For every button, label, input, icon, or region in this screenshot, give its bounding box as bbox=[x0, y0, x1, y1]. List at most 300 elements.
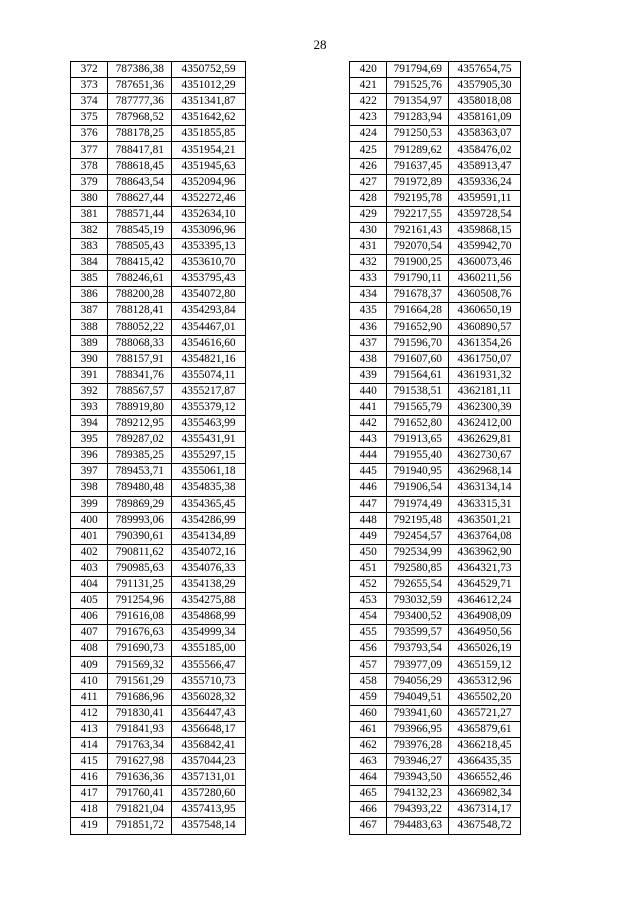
table-row bbox=[350, 432, 521, 448]
x-coordinate-cell: 792217,55 bbox=[387, 206, 449, 222]
table-row bbox=[71, 319, 246, 335]
y-coordinate-cell: 4359336,24 bbox=[449, 174, 521, 190]
y-coordinate-cell: 4365879,61 bbox=[449, 721, 521, 737]
y-coordinate-cell: 4362300,39 bbox=[449, 399, 521, 415]
table-row bbox=[71, 577, 246, 593]
table-row bbox=[350, 448, 521, 464]
table-row bbox=[350, 673, 521, 689]
table-row bbox=[71, 432, 246, 448]
point-number-cell: 412 bbox=[71, 705, 108, 721]
y-coordinate-cell: 4360650,19 bbox=[449, 303, 521, 319]
y-coordinate-cell: 4365312,96 bbox=[449, 673, 521, 689]
x-coordinate-cell: 794132,23 bbox=[387, 786, 449, 802]
x-coordinate-cell: 791354,97 bbox=[387, 94, 449, 110]
table-row bbox=[71, 528, 246, 544]
table-row bbox=[71, 705, 246, 721]
x-coordinate-cell: 792580,85 bbox=[387, 560, 449, 576]
x-coordinate-cell: 791841,93 bbox=[108, 721, 172, 737]
point-number-cell: 396 bbox=[71, 448, 108, 464]
x-coordinate-cell: 787386,38 bbox=[108, 62, 172, 78]
point-number-cell: 435 bbox=[350, 303, 387, 319]
point-number-cell: 378 bbox=[71, 158, 108, 174]
x-coordinate-cell: 791561,29 bbox=[108, 673, 172, 689]
x-coordinate-cell: 788178,25 bbox=[108, 126, 172, 142]
x-coordinate-cell: 793032,59 bbox=[387, 593, 449, 609]
y-coordinate-cell: 4356447,43 bbox=[172, 705, 246, 721]
table-row bbox=[350, 416, 521, 432]
point-number-cell: 431 bbox=[350, 239, 387, 255]
point-number-cell: 458 bbox=[350, 673, 387, 689]
table-row bbox=[71, 721, 246, 737]
y-coordinate-cell: 4366982,34 bbox=[449, 786, 521, 802]
table-row bbox=[350, 560, 521, 576]
point-number-cell: 400 bbox=[71, 512, 108, 528]
point-number-cell: 429 bbox=[350, 206, 387, 222]
point-number-cell: 410 bbox=[71, 673, 108, 689]
x-coordinate-cell: 791664,28 bbox=[387, 303, 449, 319]
table-row bbox=[350, 142, 521, 158]
table-row bbox=[71, 142, 246, 158]
y-coordinate-cell: 4363962,90 bbox=[449, 544, 521, 560]
table-row bbox=[350, 255, 521, 271]
x-coordinate-cell: 791652,90 bbox=[387, 319, 449, 335]
table-row bbox=[350, 464, 521, 480]
point-number-cell: 463 bbox=[350, 754, 387, 770]
x-coordinate-cell: 791821,04 bbox=[108, 802, 172, 818]
table-row bbox=[71, 255, 246, 271]
x-coordinate-cell: 789993,06 bbox=[108, 512, 172, 528]
y-coordinate-cell: 4354835,38 bbox=[172, 480, 246, 496]
table-row bbox=[71, 464, 246, 480]
table-row bbox=[350, 818, 521, 834]
table-row bbox=[350, 190, 521, 206]
table-row bbox=[350, 528, 521, 544]
x-coordinate-cell: 791564,61 bbox=[387, 367, 449, 383]
table-body bbox=[71, 62, 246, 835]
point-number-cell: 444 bbox=[350, 448, 387, 464]
x-coordinate-cell: 793599,57 bbox=[387, 625, 449, 641]
point-number-cell: 454 bbox=[350, 609, 387, 625]
point-number-cell: 406 bbox=[71, 609, 108, 625]
point-number-cell: 419 bbox=[71, 818, 108, 834]
x-coordinate-cell: 793977,09 bbox=[387, 657, 449, 673]
y-coordinate-cell: 4355217,87 bbox=[172, 383, 246, 399]
table-row bbox=[350, 158, 521, 174]
point-number-cell: 415 bbox=[71, 754, 108, 770]
point-number-cell: 399 bbox=[71, 496, 108, 512]
table-row bbox=[71, 480, 246, 496]
point-number-cell: 388 bbox=[71, 319, 108, 335]
point-number-cell: 382 bbox=[71, 222, 108, 238]
y-coordinate-cell: 4366552,46 bbox=[449, 770, 521, 786]
x-coordinate-cell: 791607,60 bbox=[387, 351, 449, 367]
table-row bbox=[71, 770, 246, 786]
point-number-cell: 394 bbox=[71, 416, 108, 432]
x-coordinate-cell: 792070,54 bbox=[387, 239, 449, 255]
x-coordinate-cell: 791569,32 bbox=[108, 657, 172, 673]
table-row bbox=[71, 158, 246, 174]
table-row bbox=[350, 174, 521, 190]
x-coordinate-cell: 791627,98 bbox=[108, 754, 172, 770]
point-number-cell: 414 bbox=[71, 737, 108, 753]
table-row bbox=[350, 383, 521, 399]
point-number-cell: 464 bbox=[350, 770, 387, 786]
x-coordinate-cell: 789385,25 bbox=[108, 448, 172, 464]
x-coordinate-cell: 791760,41 bbox=[108, 786, 172, 802]
point-number-cell: 402 bbox=[71, 544, 108, 560]
table-row bbox=[350, 78, 521, 94]
y-coordinate-cell: 4355379,12 bbox=[172, 399, 246, 415]
coordinates-table-right bbox=[349, 61, 521, 835]
x-coordinate-cell: 788505,43 bbox=[108, 239, 172, 255]
point-number-cell: 438 bbox=[350, 351, 387, 367]
y-coordinate-cell: 4361750,07 bbox=[449, 351, 521, 367]
table-row bbox=[71, 206, 246, 222]
y-coordinate-cell: 4357654,75 bbox=[449, 62, 521, 78]
x-coordinate-cell: 793976,28 bbox=[387, 737, 449, 753]
x-coordinate-cell: 789869,29 bbox=[108, 496, 172, 512]
x-coordinate-cell: 791913,65 bbox=[387, 432, 449, 448]
table-row bbox=[350, 206, 521, 222]
x-coordinate-cell: 789480,48 bbox=[108, 480, 172, 496]
y-coordinate-cell: 4358161,09 bbox=[449, 110, 521, 126]
table-row bbox=[71, 335, 246, 351]
x-coordinate-cell: 791652,80 bbox=[387, 416, 449, 432]
point-number-cell: 467 bbox=[350, 818, 387, 834]
table-row bbox=[71, 625, 246, 641]
x-coordinate-cell: 788567,57 bbox=[108, 383, 172, 399]
point-number-cell: 376 bbox=[71, 126, 108, 142]
x-coordinate-cell: 791596,70 bbox=[387, 335, 449, 351]
table-row bbox=[350, 271, 521, 287]
x-coordinate-cell: 794049,51 bbox=[387, 689, 449, 705]
y-coordinate-cell: 4354072,16 bbox=[172, 544, 246, 560]
table-row bbox=[350, 399, 521, 415]
table-row bbox=[71, 222, 246, 238]
table-row bbox=[71, 754, 246, 770]
table-body bbox=[350, 62, 521, 835]
x-coordinate-cell: 787968,52 bbox=[108, 110, 172, 126]
table-row bbox=[71, 271, 246, 287]
x-coordinate-cell: 790390,61 bbox=[108, 528, 172, 544]
x-coordinate-cell: 790811,62 bbox=[108, 544, 172, 560]
point-number-cell: 383 bbox=[71, 239, 108, 255]
y-coordinate-cell: 4351341,87 bbox=[172, 94, 246, 110]
y-coordinate-cell: 4361354,26 bbox=[449, 335, 521, 351]
y-coordinate-cell: 4363134,14 bbox=[449, 480, 521, 496]
y-coordinate-cell: 4354138,29 bbox=[172, 577, 246, 593]
point-number-cell: 449 bbox=[350, 528, 387, 544]
table-row bbox=[350, 577, 521, 593]
y-coordinate-cell: 4363764,08 bbox=[449, 528, 521, 544]
x-coordinate-cell: 788068,33 bbox=[108, 335, 172, 351]
page-number: 28 bbox=[313, 37, 327, 52]
x-coordinate-cell: 793943,50 bbox=[387, 770, 449, 786]
x-coordinate-cell: 792534,99 bbox=[387, 544, 449, 560]
y-coordinate-cell: 4354365,45 bbox=[172, 496, 246, 512]
point-number-cell: 389 bbox=[71, 335, 108, 351]
table-row bbox=[350, 480, 521, 496]
point-number-cell: 448 bbox=[350, 512, 387, 528]
y-coordinate-cell: 4355297,15 bbox=[172, 448, 246, 464]
point-number-cell: 425 bbox=[350, 142, 387, 158]
table-row bbox=[350, 641, 521, 657]
table-row bbox=[71, 512, 246, 528]
point-number-cell: 387 bbox=[71, 303, 108, 319]
point-number-cell: 461 bbox=[350, 721, 387, 737]
x-coordinate-cell: 787777,36 bbox=[108, 94, 172, 110]
x-coordinate-cell: 788919,80 bbox=[108, 399, 172, 415]
table-row bbox=[71, 496, 246, 512]
table-row bbox=[350, 367, 521, 383]
x-coordinate-cell: 791678,37 bbox=[387, 287, 449, 303]
x-coordinate-cell: 793793,54 bbox=[387, 641, 449, 657]
x-coordinate-cell: 788246,61 bbox=[108, 271, 172, 287]
y-coordinate-cell: 4354076,33 bbox=[172, 560, 246, 576]
y-coordinate-cell: 4359942,70 bbox=[449, 239, 521, 255]
table-row bbox=[350, 512, 521, 528]
table-row bbox=[350, 303, 521, 319]
y-coordinate-cell: 4362181,11 bbox=[449, 383, 521, 399]
y-coordinate-cell: 4357413,95 bbox=[172, 802, 246, 818]
point-number-cell: 374 bbox=[71, 94, 108, 110]
x-coordinate-cell: 791794,69 bbox=[387, 62, 449, 78]
y-coordinate-cell: 4354293,84 bbox=[172, 303, 246, 319]
x-coordinate-cell: 791686,96 bbox=[108, 689, 172, 705]
table-row bbox=[350, 786, 521, 802]
y-coordinate-cell: 4351012,29 bbox=[172, 78, 246, 94]
point-number-cell: 451 bbox=[350, 560, 387, 576]
y-coordinate-cell: 4355710,73 bbox=[172, 673, 246, 689]
point-number-cell: 456 bbox=[350, 641, 387, 657]
y-coordinate-cell: 4353096,96 bbox=[172, 222, 246, 238]
x-coordinate-cell: 793946,27 bbox=[387, 754, 449, 770]
y-coordinate-cell: 4362968,14 bbox=[449, 464, 521, 480]
x-coordinate-cell: 789453,71 bbox=[108, 464, 172, 480]
y-coordinate-cell: 4357131,01 bbox=[172, 770, 246, 786]
point-number-cell: 428 bbox=[350, 190, 387, 206]
x-coordinate-cell: 791538,51 bbox=[387, 383, 449, 399]
table-row bbox=[71, 367, 246, 383]
point-number-cell: 405 bbox=[71, 593, 108, 609]
y-coordinate-cell: 4355463,99 bbox=[172, 416, 246, 432]
y-coordinate-cell: 4352272,46 bbox=[172, 190, 246, 206]
table-row bbox=[350, 62, 521, 78]
x-coordinate-cell: 788627,44 bbox=[108, 190, 172, 206]
y-coordinate-cell: 4359591,11 bbox=[449, 190, 521, 206]
point-number-cell: 436 bbox=[350, 319, 387, 335]
table-row bbox=[71, 174, 246, 190]
y-coordinate-cell: 4362730,67 bbox=[449, 448, 521, 464]
y-coordinate-cell: 4362412,00 bbox=[449, 416, 521, 432]
x-coordinate-cell: 792655,54 bbox=[387, 577, 449, 593]
point-number-cell: 434 bbox=[350, 287, 387, 303]
table-row bbox=[350, 496, 521, 512]
x-coordinate-cell: 788545,19 bbox=[108, 222, 172, 238]
table-row bbox=[350, 625, 521, 641]
y-coordinate-cell: 4356842,41 bbox=[172, 737, 246, 753]
x-coordinate-cell: 791565,79 bbox=[387, 399, 449, 415]
point-number-cell: 392 bbox=[71, 383, 108, 399]
x-coordinate-cell: 792195,48 bbox=[387, 512, 449, 528]
table-row bbox=[350, 754, 521, 770]
x-coordinate-cell: 788643,54 bbox=[108, 174, 172, 190]
y-coordinate-cell: 4363315,31 bbox=[449, 496, 521, 512]
y-coordinate-cell: 4357905,30 bbox=[449, 78, 521, 94]
point-number-cell: 407 bbox=[71, 625, 108, 641]
x-coordinate-cell: 791289,62 bbox=[387, 142, 449, 158]
y-coordinate-cell: 4354275,88 bbox=[172, 593, 246, 609]
table-row bbox=[71, 560, 246, 576]
point-number-cell: 423 bbox=[350, 110, 387, 126]
table-row bbox=[350, 705, 521, 721]
y-coordinate-cell: 4356648,17 bbox=[172, 721, 246, 737]
x-coordinate-cell: 791690,73 bbox=[108, 641, 172, 657]
y-coordinate-cell: 4351855,85 bbox=[172, 126, 246, 142]
y-coordinate-cell: 4353395,13 bbox=[172, 239, 246, 255]
x-coordinate-cell: 794393,22 bbox=[387, 802, 449, 818]
table-row bbox=[350, 319, 521, 335]
table-row bbox=[71, 609, 246, 625]
table-row bbox=[71, 126, 246, 142]
y-coordinate-cell: 4361931,32 bbox=[449, 367, 521, 383]
point-number-cell: 408 bbox=[71, 641, 108, 657]
y-coordinate-cell: 4354821,16 bbox=[172, 351, 246, 367]
x-coordinate-cell: 788157,91 bbox=[108, 351, 172, 367]
point-number-cell: 418 bbox=[71, 802, 108, 818]
point-number-cell: 446 bbox=[350, 480, 387, 496]
y-coordinate-cell: 4353795,43 bbox=[172, 271, 246, 287]
table-row bbox=[350, 126, 521, 142]
table-row bbox=[350, 287, 521, 303]
point-number-cell: 455 bbox=[350, 625, 387, 641]
y-coordinate-cell: 4355566,47 bbox=[172, 657, 246, 673]
y-coordinate-cell: 4357044,23 bbox=[172, 754, 246, 770]
x-coordinate-cell: 792195,78 bbox=[387, 190, 449, 206]
table-row bbox=[71, 190, 246, 206]
table-row bbox=[71, 641, 246, 657]
x-coordinate-cell: 791254,96 bbox=[108, 593, 172, 609]
table-row bbox=[71, 689, 246, 705]
table-row bbox=[350, 689, 521, 705]
x-coordinate-cell: 788571,44 bbox=[108, 206, 172, 222]
table-row bbox=[350, 544, 521, 560]
table-row bbox=[71, 94, 246, 110]
point-number-cell: 393 bbox=[71, 399, 108, 415]
table-row bbox=[71, 673, 246, 689]
table-row bbox=[350, 657, 521, 673]
x-coordinate-cell: 791250,53 bbox=[387, 126, 449, 142]
table-row bbox=[350, 335, 521, 351]
x-coordinate-cell: 787651,36 bbox=[108, 78, 172, 94]
point-number-cell: 409 bbox=[71, 657, 108, 673]
y-coordinate-cell: 4355061,18 bbox=[172, 464, 246, 480]
x-coordinate-cell: 791636,36 bbox=[108, 770, 172, 786]
table-row bbox=[71, 399, 246, 415]
table-row bbox=[350, 770, 521, 786]
y-coordinate-cell: 4354868,99 bbox=[172, 609, 246, 625]
point-number-cell: 427 bbox=[350, 174, 387, 190]
y-coordinate-cell: 4357280,60 bbox=[172, 786, 246, 802]
x-coordinate-cell: 792454,57 bbox=[387, 528, 449, 544]
y-coordinate-cell: 4360073,46 bbox=[449, 255, 521, 271]
point-number-cell: 441 bbox=[350, 399, 387, 415]
point-number-cell: 381 bbox=[71, 206, 108, 222]
point-number-cell: 466 bbox=[350, 802, 387, 818]
point-number-cell: 422 bbox=[350, 94, 387, 110]
table-row bbox=[350, 802, 521, 818]
point-number-cell: 391 bbox=[71, 367, 108, 383]
table-row bbox=[71, 239, 246, 255]
point-number-cell: 401 bbox=[71, 528, 108, 544]
x-coordinate-cell: 788417,81 bbox=[108, 142, 172, 158]
point-number-cell: 443 bbox=[350, 432, 387, 448]
table-row bbox=[350, 593, 521, 609]
x-coordinate-cell: 791616,08 bbox=[108, 609, 172, 625]
table-row bbox=[71, 818, 246, 834]
y-coordinate-cell: 4367548,72 bbox=[449, 818, 521, 834]
x-coordinate-cell: 791790,11 bbox=[387, 271, 449, 287]
x-coordinate-cell: 789212,95 bbox=[108, 416, 172, 432]
table-row bbox=[71, 351, 246, 367]
x-coordinate-cell: 791676,63 bbox=[108, 625, 172, 641]
y-coordinate-cell: 4354616,60 bbox=[172, 335, 246, 351]
table-row bbox=[71, 593, 246, 609]
y-coordinate-cell: 4366435,35 bbox=[449, 754, 521, 770]
point-number-cell: 450 bbox=[350, 544, 387, 560]
point-number-cell: 398 bbox=[71, 480, 108, 496]
table-row bbox=[71, 383, 246, 399]
point-number-cell: 462 bbox=[350, 737, 387, 753]
point-number-cell: 459 bbox=[350, 689, 387, 705]
x-coordinate-cell: 791851,72 bbox=[108, 818, 172, 834]
x-coordinate-cell: 791283,94 bbox=[387, 110, 449, 126]
point-number-cell: 439 bbox=[350, 367, 387, 383]
table-row bbox=[71, 78, 246, 94]
table-row bbox=[350, 721, 521, 737]
table-row bbox=[71, 737, 246, 753]
point-number-cell: 416 bbox=[71, 770, 108, 786]
y-coordinate-cell: 4358913,47 bbox=[449, 158, 521, 174]
point-number-cell: 386 bbox=[71, 287, 108, 303]
x-coordinate-cell: 791131,25 bbox=[108, 577, 172, 593]
table-row bbox=[350, 222, 521, 238]
x-coordinate-cell: 788200,28 bbox=[108, 287, 172, 303]
point-number-cell: 395 bbox=[71, 432, 108, 448]
table-row bbox=[350, 110, 521, 126]
x-coordinate-cell: 791900,25 bbox=[387, 255, 449, 271]
y-coordinate-cell: 4364321,73 bbox=[449, 560, 521, 576]
x-coordinate-cell: 788128,41 bbox=[108, 303, 172, 319]
point-number-cell: 384 bbox=[71, 255, 108, 271]
y-coordinate-cell: 4365721,27 bbox=[449, 705, 521, 721]
y-coordinate-cell: 4354134,89 bbox=[172, 528, 246, 544]
point-number-cell: 377 bbox=[71, 142, 108, 158]
y-coordinate-cell: 4354072,80 bbox=[172, 287, 246, 303]
point-number-cell: 417 bbox=[71, 786, 108, 802]
y-coordinate-cell: 4358018,08 bbox=[449, 94, 521, 110]
x-coordinate-cell: 791955,40 bbox=[387, 448, 449, 464]
point-number-cell: 379 bbox=[71, 174, 108, 190]
point-number-cell: 424 bbox=[350, 126, 387, 142]
x-coordinate-cell: 790985,63 bbox=[108, 560, 172, 576]
x-coordinate-cell: 794056,29 bbox=[387, 673, 449, 689]
point-number-cell: 430 bbox=[350, 222, 387, 238]
point-number-cell: 437 bbox=[350, 335, 387, 351]
y-coordinate-cell: 4350752,59 bbox=[172, 62, 246, 78]
table-row bbox=[71, 802, 246, 818]
point-number-cell: 440 bbox=[350, 383, 387, 399]
